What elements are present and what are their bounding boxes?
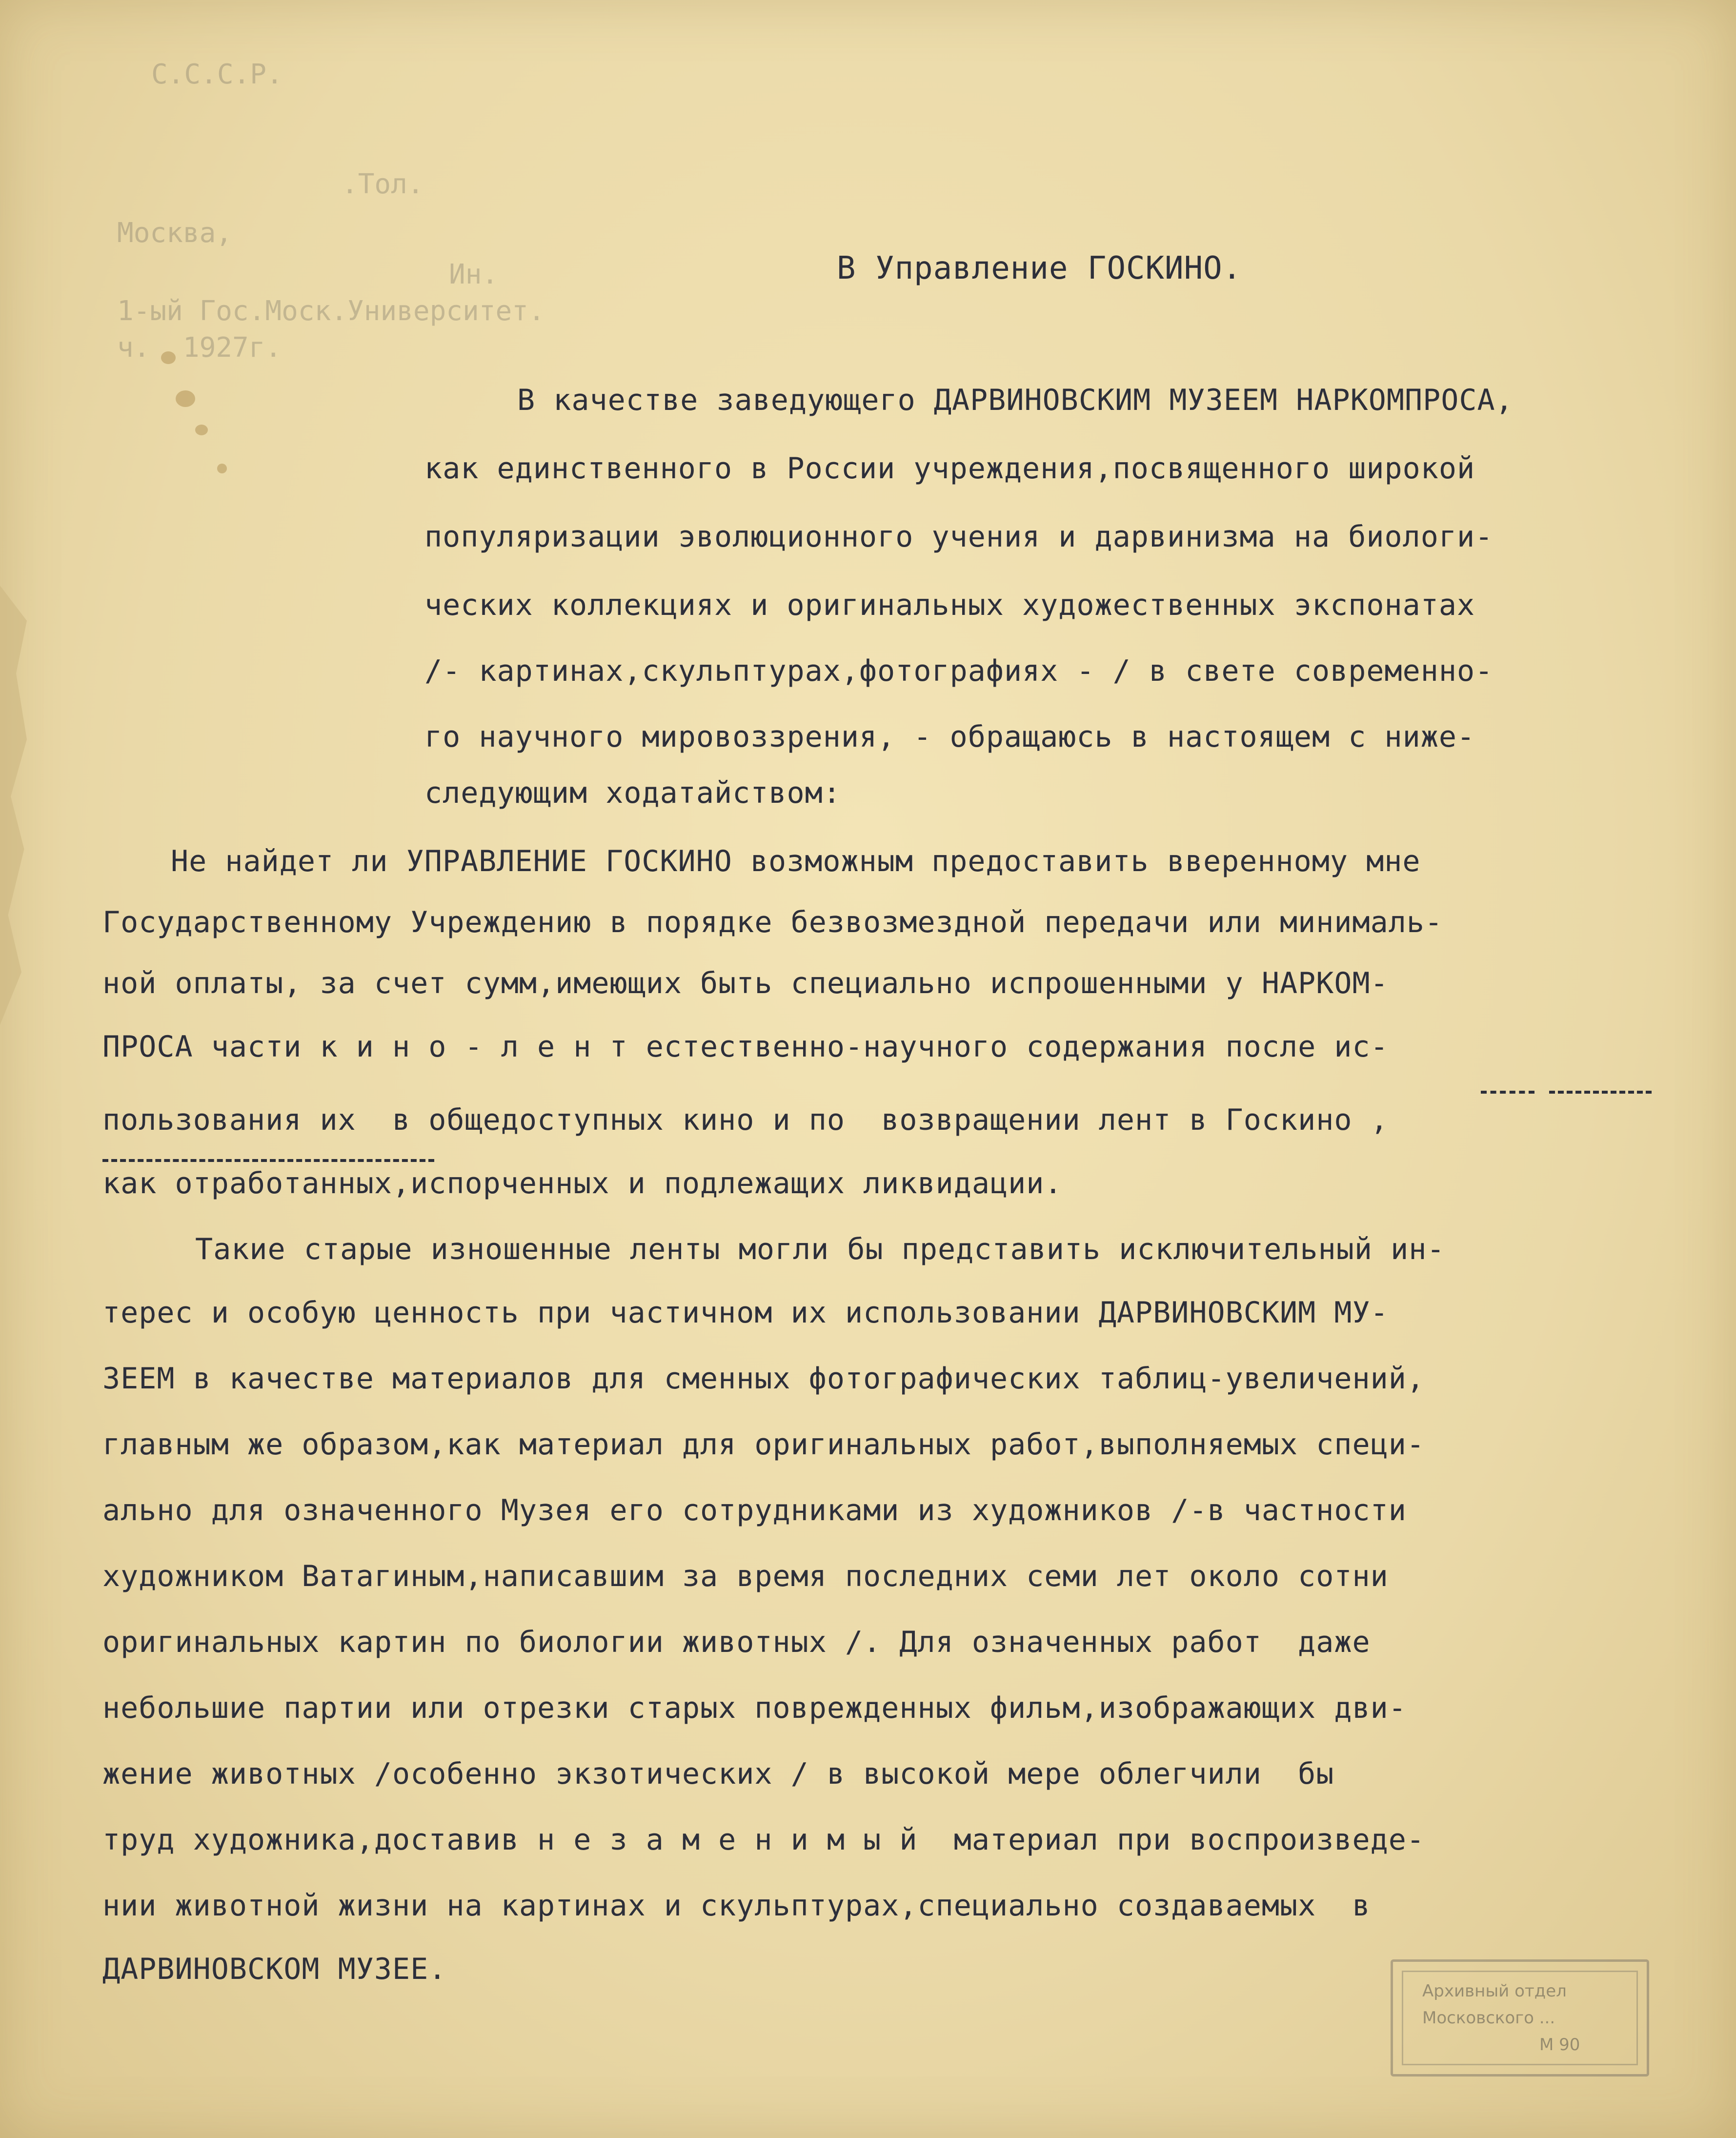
text-line: Государственному Учреждению в порядке безвозмездной передачи или минималь-: [102, 905, 1443, 939]
text-line: В качестве заведующего ДАРВИНОВСКИМ МУЗЕЕМ НАРКОМПРОСА,: [517, 383, 1514, 417]
text-line: как единственного в России учреждения,посвященного широкой: [424, 451, 1475, 486]
text-line: ально для означенного Музея его сотрудниками из художников /-в частности: [102, 1493, 1407, 1527]
text-line: художником Ватагиным,написавшим за время последних семи лет около сотни: [102, 1559, 1389, 1593]
text-line: пользования их в общедоступных кино и по возвращении лент в Госкино ,: [102, 1103, 1389, 1137]
text-line: жение животных /особенно экзотических / в высокой мере облегчили бы: [102, 1757, 1334, 1791]
stamp-text: Архивный отдел: [1422, 1981, 1567, 2001]
torn-edge: [0, 586, 27, 1025]
text-line: как отработанных,испорченных и подлежащих ликвидации.: [102, 1166, 1063, 1201]
dashed-underline: [1481, 1091, 1534, 1094]
stamp-text: М 90: [1539, 2035, 1580, 2055]
stamp-text: Московского ...: [1422, 2008, 1555, 2028]
letterhead-line: Ин.: [449, 259, 499, 290]
text-line: главным же образом,как материал для оригинальных работ,выполняемых специ-: [102, 1427, 1425, 1462]
stain-mark: [217, 464, 227, 473]
dashed-underline: [102, 1159, 434, 1162]
text-line: нии животной жизни на картинах и скульптурах,специально создаваемых в: [102, 1889, 1371, 1923]
text-line: небольшие партии или отрезки старых поврежденных фильм,изображающих дви-: [102, 1691, 1407, 1725]
letterhead-line: .Тол.: [342, 168, 424, 200]
text-line: Не найдет ли УПРАВЛЕНИЕ ГОСКИНО возможным предоставить вверенному мне: [171, 844, 1421, 878]
text-line: популяризации эволюционного учения и дарвинизма на биологи-: [424, 520, 1494, 554]
text-line: /- картинах,скульптурах,фотографиях - / в свете современно-: [424, 654, 1494, 688]
text-line: ПРОСА части к и н о - л е н т естественно-научного содержания после ис-: [102, 1030, 1389, 1064]
addressee-heading: В Управление ГОСКИНО.: [837, 250, 1242, 286]
text-line: оригинальных картин по биологии животных /. Для означенных работ даже: [102, 1625, 1371, 1659]
letterhead-line: 1-ый Гос.Моск.Университет.: [117, 295, 545, 327]
text-line: ной оплаты, за счет сумм,имеющих быть специально испрошенными у НАРКОМ-: [102, 966, 1389, 1000]
text-line: го научного мировоззрения, - обращаюсь в настоящем с ниже-: [424, 720, 1475, 754]
stain-mark: [195, 425, 208, 435]
text-line: ческих коллекциях и оригинальных художественных экспонатах: [424, 588, 1475, 622]
text-line: терес и особую ценность при частичном их использовании ДАРВИНОВСКИМ МУ-: [102, 1296, 1389, 1330]
stain-mark: [176, 390, 195, 407]
letterhead-line: ч. 1927г.: [117, 332, 282, 364]
letterhead-line: Москва,: [117, 217, 233, 249]
text-line: ЗЕЕМ в качестве материалов для сменных фотографических таблиц-увеличений,: [102, 1362, 1425, 1396]
letterhead-org: С.С.С.Р.: [151, 59, 283, 90]
dashed-underline: [1549, 1091, 1652, 1094]
archive-stamp: [1391, 1959, 1649, 2077]
text-line: следующим ходатайством:: [424, 776, 841, 810]
text-line: Такие старые изношенные ленты могли бы представить исключительный ин-: [195, 1232, 1445, 1266]
text-line: ДАРВИНОВСКОМ МУЗЕЕ.: [102, 1952, 447, 1986]
text-line: труд художника,доставив н е з а м е н и м ы й материал при воспроизведе-: [102, 1823, 1425, 1857]
